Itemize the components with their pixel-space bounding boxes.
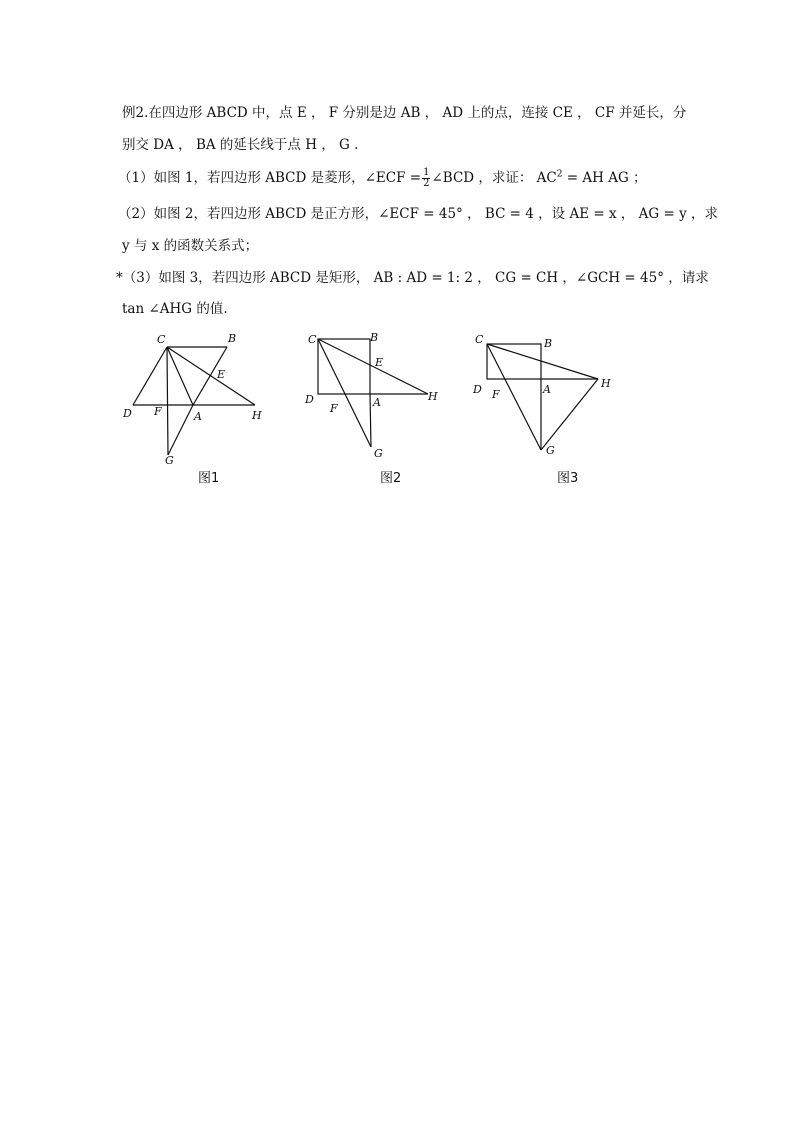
part-2-line-2: y 与 x 的函数关系式；	[122, 238, 259, 254]
fig3-label-a: A	[543, 383, 551, 396]
fig2-label-f: F	[330, 402, 338, 415]
part-1-superscript: 2	[556, 169, 563, 180]
fig3-rectangle	[487, 344, 541, 379]
fig1-label-d: D	[123, 407, 132, 420]
fig3-label-b: B	[544, 337, 553, 350]
fig1-label-e: E	[217, 368, 226, 381]
part-2-line-1: （2）如图 2，若四边形 ABCD 是正方形，∠ECF = 45° ， BC = 4 ，设 AE = x ， AG = y ，求	[118, 206, 718, 222]
fraction-numerator: 1	[423, 167, 430, 178]
fraction-denominator: 2	[423, 178, 430, 189]
fig1-label-c: C	[157, 333, 166, 346]
fig2-label-d: D	[305, 393, 314, 406]
fig3-caption: 图3	[557, 471, 579, 486]
fig3-label-f: F	[492, 388, 500, 401]
intro-line-2: 别交 DA ， BA 的延长线于点 H ， G .	[122, 137, 359, 153]
part-1-pre: （1）如图 1，若四边形 ABCD 是菱形，∠ECF =	[118, 170, 422, 186]
fig2-segment-ch	[318, 339, 428, 394]
fig3-segment-ch	[487, 344, 598, 379]
fig3-label-d: D	[473, 383, 482, 396]
fig1-caption: 图1	[198, 471, 220, 486]
part-3-line-1: *（3）如图 3，若四边形 ABCD 是矩形， AB : AD = 1: 2 ， CG = CH ，∠GCH = 45° ，请求	[116, 270, 709, 286]
fig3-label-g: G	[546, 444, 555, 457]
fig1-label-h: H	[252, 409, 262, 422]
fig1-label-a: A	[194, 410, 202, 423]
figure-1-svg	[0, 0, 794, 500]
fig2-label-b: B	[370, 331, 379, 344]
fig2-segment-ag	[370, 394, 371, 447]
fig1-label-f: F	[154, 405, 162, 418]
fig2-label-a: A	[373, 396, 381, 409]
part-1-mid: ∠BCD ，求证： AC	[431, 170, 557, 186]
intro-line-1: 例2.在四边形 ABCD 中，点 E ， F 分别是边 AB ， AD 上的点，连接 CE ， CF 并延长，分	[122, 105, 687, 121]
fig1-label-g: G	[165, 454, 174, 467]
fig2-label-h: H	[428, 390, 438, 403]
fig1-segment-cd	[133, 347, 167, 405]
fig2-label-g: G	[374, 447, 383, 460]
fig1-label-b: B	[228, 332, 237, 345]
fig2-caption: 图2	[380, 471, 402, 486]
fig2-label-e: E	[375, 356, 384, 369]
part-1-post: = AH AG ；	[562, 170, 647, 186]
fig1-segment-cg	[167, 347, 168, 455]
fig1-segment-ag	[168, 405, 193, 455]
part-3-line-2: tan ∠AHG 的值.	[122, 301, 228, 317]
fig3-label-c: C	[475, 333, 484, 346]
fig2-square	[318, 339, 370, 394]
fig2-label-c: C	[308, 333, 317, 346]
fig2-segment-cg	[318, 339, 371, 447]
fig3-label-h: H	[601, 377, 611, 390]
